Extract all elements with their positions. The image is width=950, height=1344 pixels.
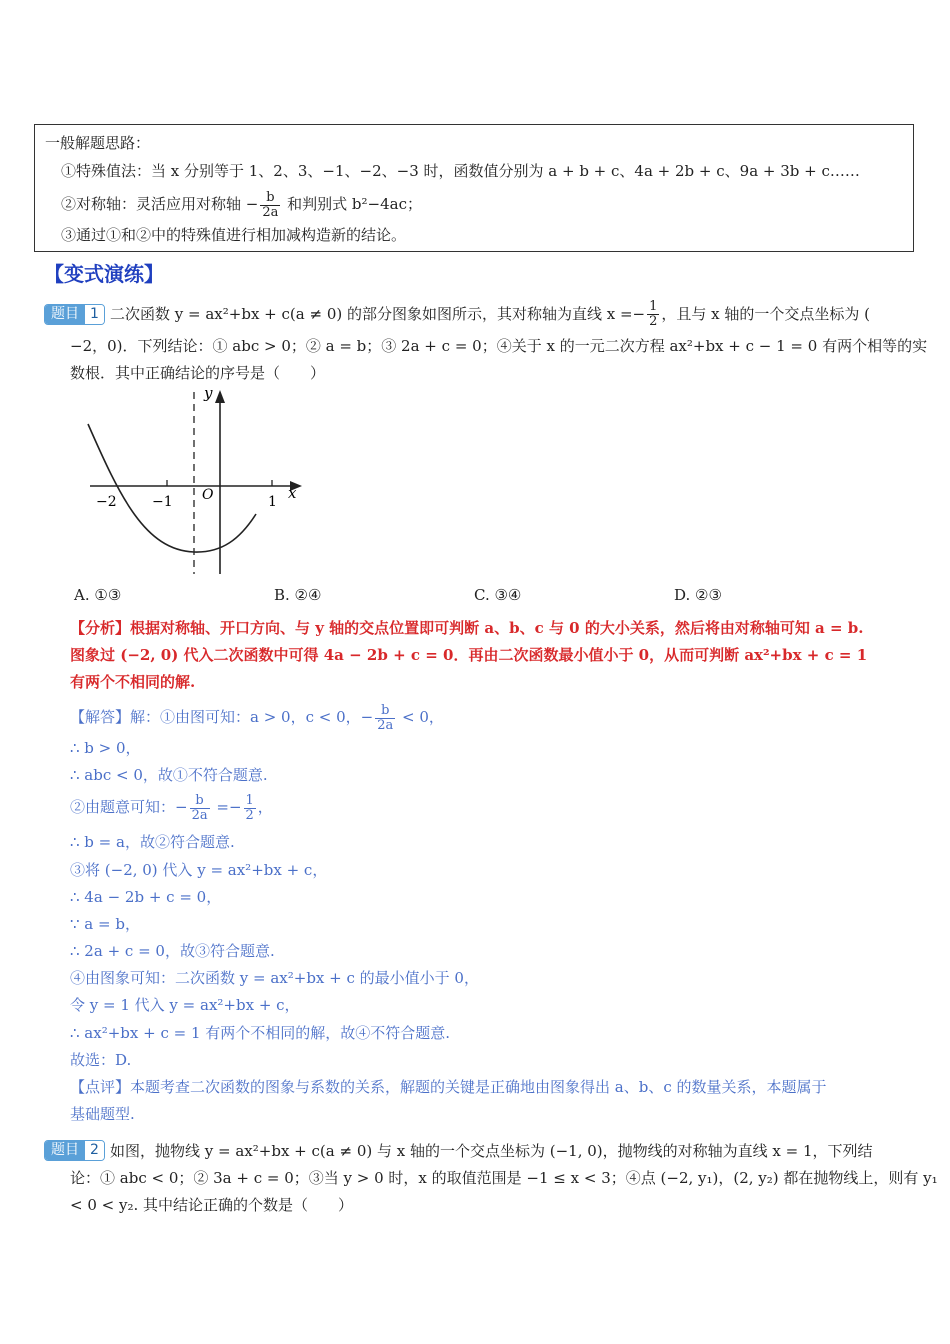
method-item-3: ③通过①和②中的特殊值进行相加减构造新的结论。 — [61, 226, 407, 244]
solution-line-3: ∴ abc < 0，故①不符合题意. — [70, 766, 268, 784]
fraction-one-half: $\frac{1}{2}$ — [649, 299, 658, 329]
q2-line-2: 论：① abc < 0；② 3a + c = 0；③当 y > 0 时，x 的取值范围是 −1 ≤ x < 3；④点 (−2, y₁)，(2, y₂) 都在抛物线上，则有 y₁ — [70, 1169, 938, 1187]
fraction-b-over-2a: $\frac{b}{2a}$ — [262, 189, 279, 220]
y-axis-arrow-icon — [215, 390, 225, 403]
solution-line-9: ∴ 2a + c = 0，故③符合题意. — [70, 942, 275, 960]
origin-label: O — [202, 487, 214, 503]
comment-line-1: 【点评】本题考查二次函数的图象与系数的关系，解题的关键是正确地由图象得出 a、b、c 的数量关系，本题属于 — [70, 1078, 827, 1096]
analysis-line-2: 图象过 (−2, 0) 代入二次函数中可得 4a − 2b + c = 0．再由二次函数最小值小于 0，从而可判断 ax²+bx + c = 1 — [70, 646, 868, 664]
solution-line-12: ∴ ax²+bx + c = 1 有两个不相同的解，故④不符合题意. — [70, 1024, 451, 1042]
y-axis-label: y — [204, 384, 213, 402]
q2-line-1: 题目 2 如图，抛物线 y = ax²+bx + c(a ≠ 0) 与 x 轴的一个交点坐标为 (−1, 0)，抛物线的对称轴为直线 x = 1，下列结 — [44, 1140, 914, 1164]
method-box — [34, 124, 914, 252]
parabola-curve — [88, 424, 256, 552]
solution-line-13: 故选：D. — [70, 1051, 132, 1069]
solution-line-10: ④由图象可知：二次函数 y = ax²+bx + c 的最小值小于 0， — [70, 969, 479, 987]
method-title: 一般解题思路： — [45, 134, 151, 152]
solution-line-6: ③将 (−2, 0) 代入 y = ax²+bx + c， — [70, 861, 328, 879]
solution-line-4: ②由题意可知：− $\frac{b}{2a}$ =− $\frac{1}{2}$ ， — [70, 792, 273, 823]
choice-c[interactable]: C. ③④ — [474, 586, 522, 604]
q1-line-2: −2，0)．下列结论：① abc > 0；② a = b；③ 2a + c = 0；④关于 x 的一元二次方程 ax²+bx + c − 1 = 0 有两个相等的实 — [70, 337, 928, 355]
solution-line-11: 令 y = 1 代入 y = ax²+bx + c， — [70, 996, 300, 1014]
q1-line-1: 题目 1 二次函数 y = ax²+bx + c(a ≠ 0) 的部分图象如图所示，其对称轴为直线 x =− $\frac{1}{2}$ ，且与 x 轴的一个交点坐标为 ( — [44, 300, 914, 324]
x-axis-label: x — [288, 484, 297, 502]
analysis-line-3: 有两个不相同的解. — [70, 673, 196, 691]
method-item-2-tail: 和判别式 b²−4ac； — [282, 195, 422, 213]
choice-b[interactable]: B. ②④ — [274, 586, 322, 604]
section-title: 【变式演练】 — [44, 262, 164, 286]
comment-line-2: 基础题型. — [70, 1105, 135, 1123]
choice-a[interactable]: A. ①③ — [74, 586, 122, 604]
choice-d[interactable]: D. ②③ — [674, 586, 722, 604]
solution-line-1: 【解答】解：①由图可知：a > 0，c < 0，− $\frac{b}{2a}$ < 0， — [70, 702, 444, 733]
solution-line-7: ∴ 4a − 2b + c = 0， — [70, 888, 222, 906]
tick-label-minus-1: −1 — [152, 494, 173, 510]
method-item-2-text: ②对称轴：灵活应用对称轴 − — [61, 195, 259, 213]
method-item-2 — [61, 187, 422, 221]
analysis-line-1: 【分析】根据对称轴、开口方向、与 y 轴的交点位置即可判断 a、b、c 与 0 的大小关系，然后将由对称轴可知 a = b. — [70, 619, 864, 637]
q2-line-3: < 0 < y₂. 其中结论正确的个数是（ ） — [70, 1196, 354, 1214]
q1-line-3: 数根．其中正确结论的序号是（ ） — [70, 364, 326, 382]
solution-line-2: ∴ b > 0， — [70, 739, 141, 757]
method-item-1: ①特殊值法：当 x 分别等于 1、2、3、−1、−2、−3 时，函数值分别为 a + b + c、4a + 2b + c、9a + 3b + c…… — [61, 162, 860, 180]
q2-badge: 题目 2 — [44, 1140, 105, 1161]
tick-label-minus-2: −2 — [96, 494, 117, 510]
q1-badge: 题目 1 — [44, 304, 105, 325]
tick-label-1: 1 — [268, 494, 277, 510]
q1-parabola-graph — [80, 382, 310, 582]
solution-line-8: ∵ a = b， — [70, 915, 140, 933]
solution-line-5: ∴ b = a，故②符合题意. — [70, 833, 235, 851]
